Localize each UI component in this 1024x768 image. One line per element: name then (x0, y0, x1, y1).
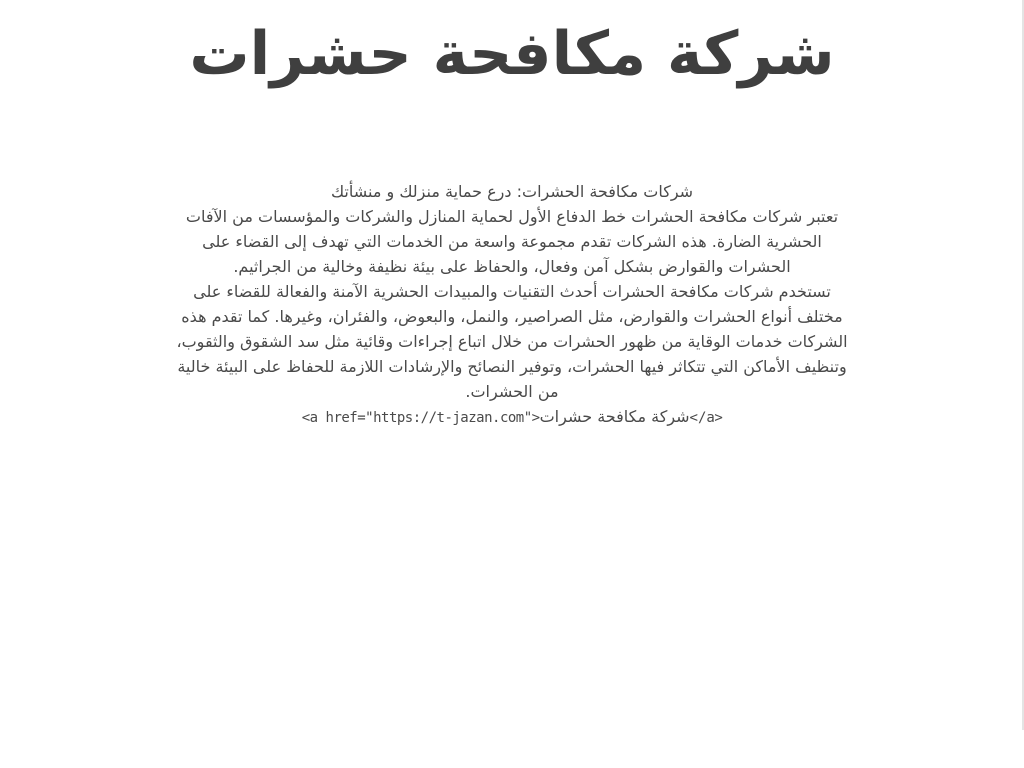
article-paragraph-2: تستخدم شركات مكافحة الحشرات أحدث التقنيات والمبيدات الحشرية الآمنة والفعالة للقضاء على مختلف أنواع الحشرات والقوارض، مثل الصراصير، والنمل، والبعوض، والفئران، وغيرها. كما تقدم هذه الشركات خدمات الوقاية من ظهور الحشرات من خلال اتباع إجراءات وقائية مثل سد الشقوق والثقوب، وتنظيف الأماكن التي تتكاثر فيها الحشرات، وتوفير النصائح والإرشادات اللازمة للحفاظ على البيئة خالية من الحشرات. (176, 282, 848, 401)
article-body (172, 179, 852, 431)
article-paragraph-1: تعتبر شركات مكافحة الحشرات خط الدفاع الأول لحماية المنازل والشركات والمؤسسات من الآفات الحشرية الضارة. هذه الشركات تقدم مجموعة واسعة من الخدمات التي تهدف إلى القضاء على الحشرات والقوارض بشكل آمن وفعال، والحفاظ على بيئة نظيفة وخالية من الجراثيم. (185, 207, 839, 276)
link-anchor-text: شركة مكافحة حشرات (539, 407, 690, 426)
raw-link-markup (172, 404, 852, 431)
article-heading: شركات مكافحة الحشرات: درع حماية منزلك و منشأتك (330, 182, 694, 201)
link-open-tag: <a href="https://t-jazan.com"> (301, 410, 540, 426)
link-close-tag: </a> (689, 410, 723, 426)
page-title: شركة مكافحة حشرات (189, 19, 835, 89)
